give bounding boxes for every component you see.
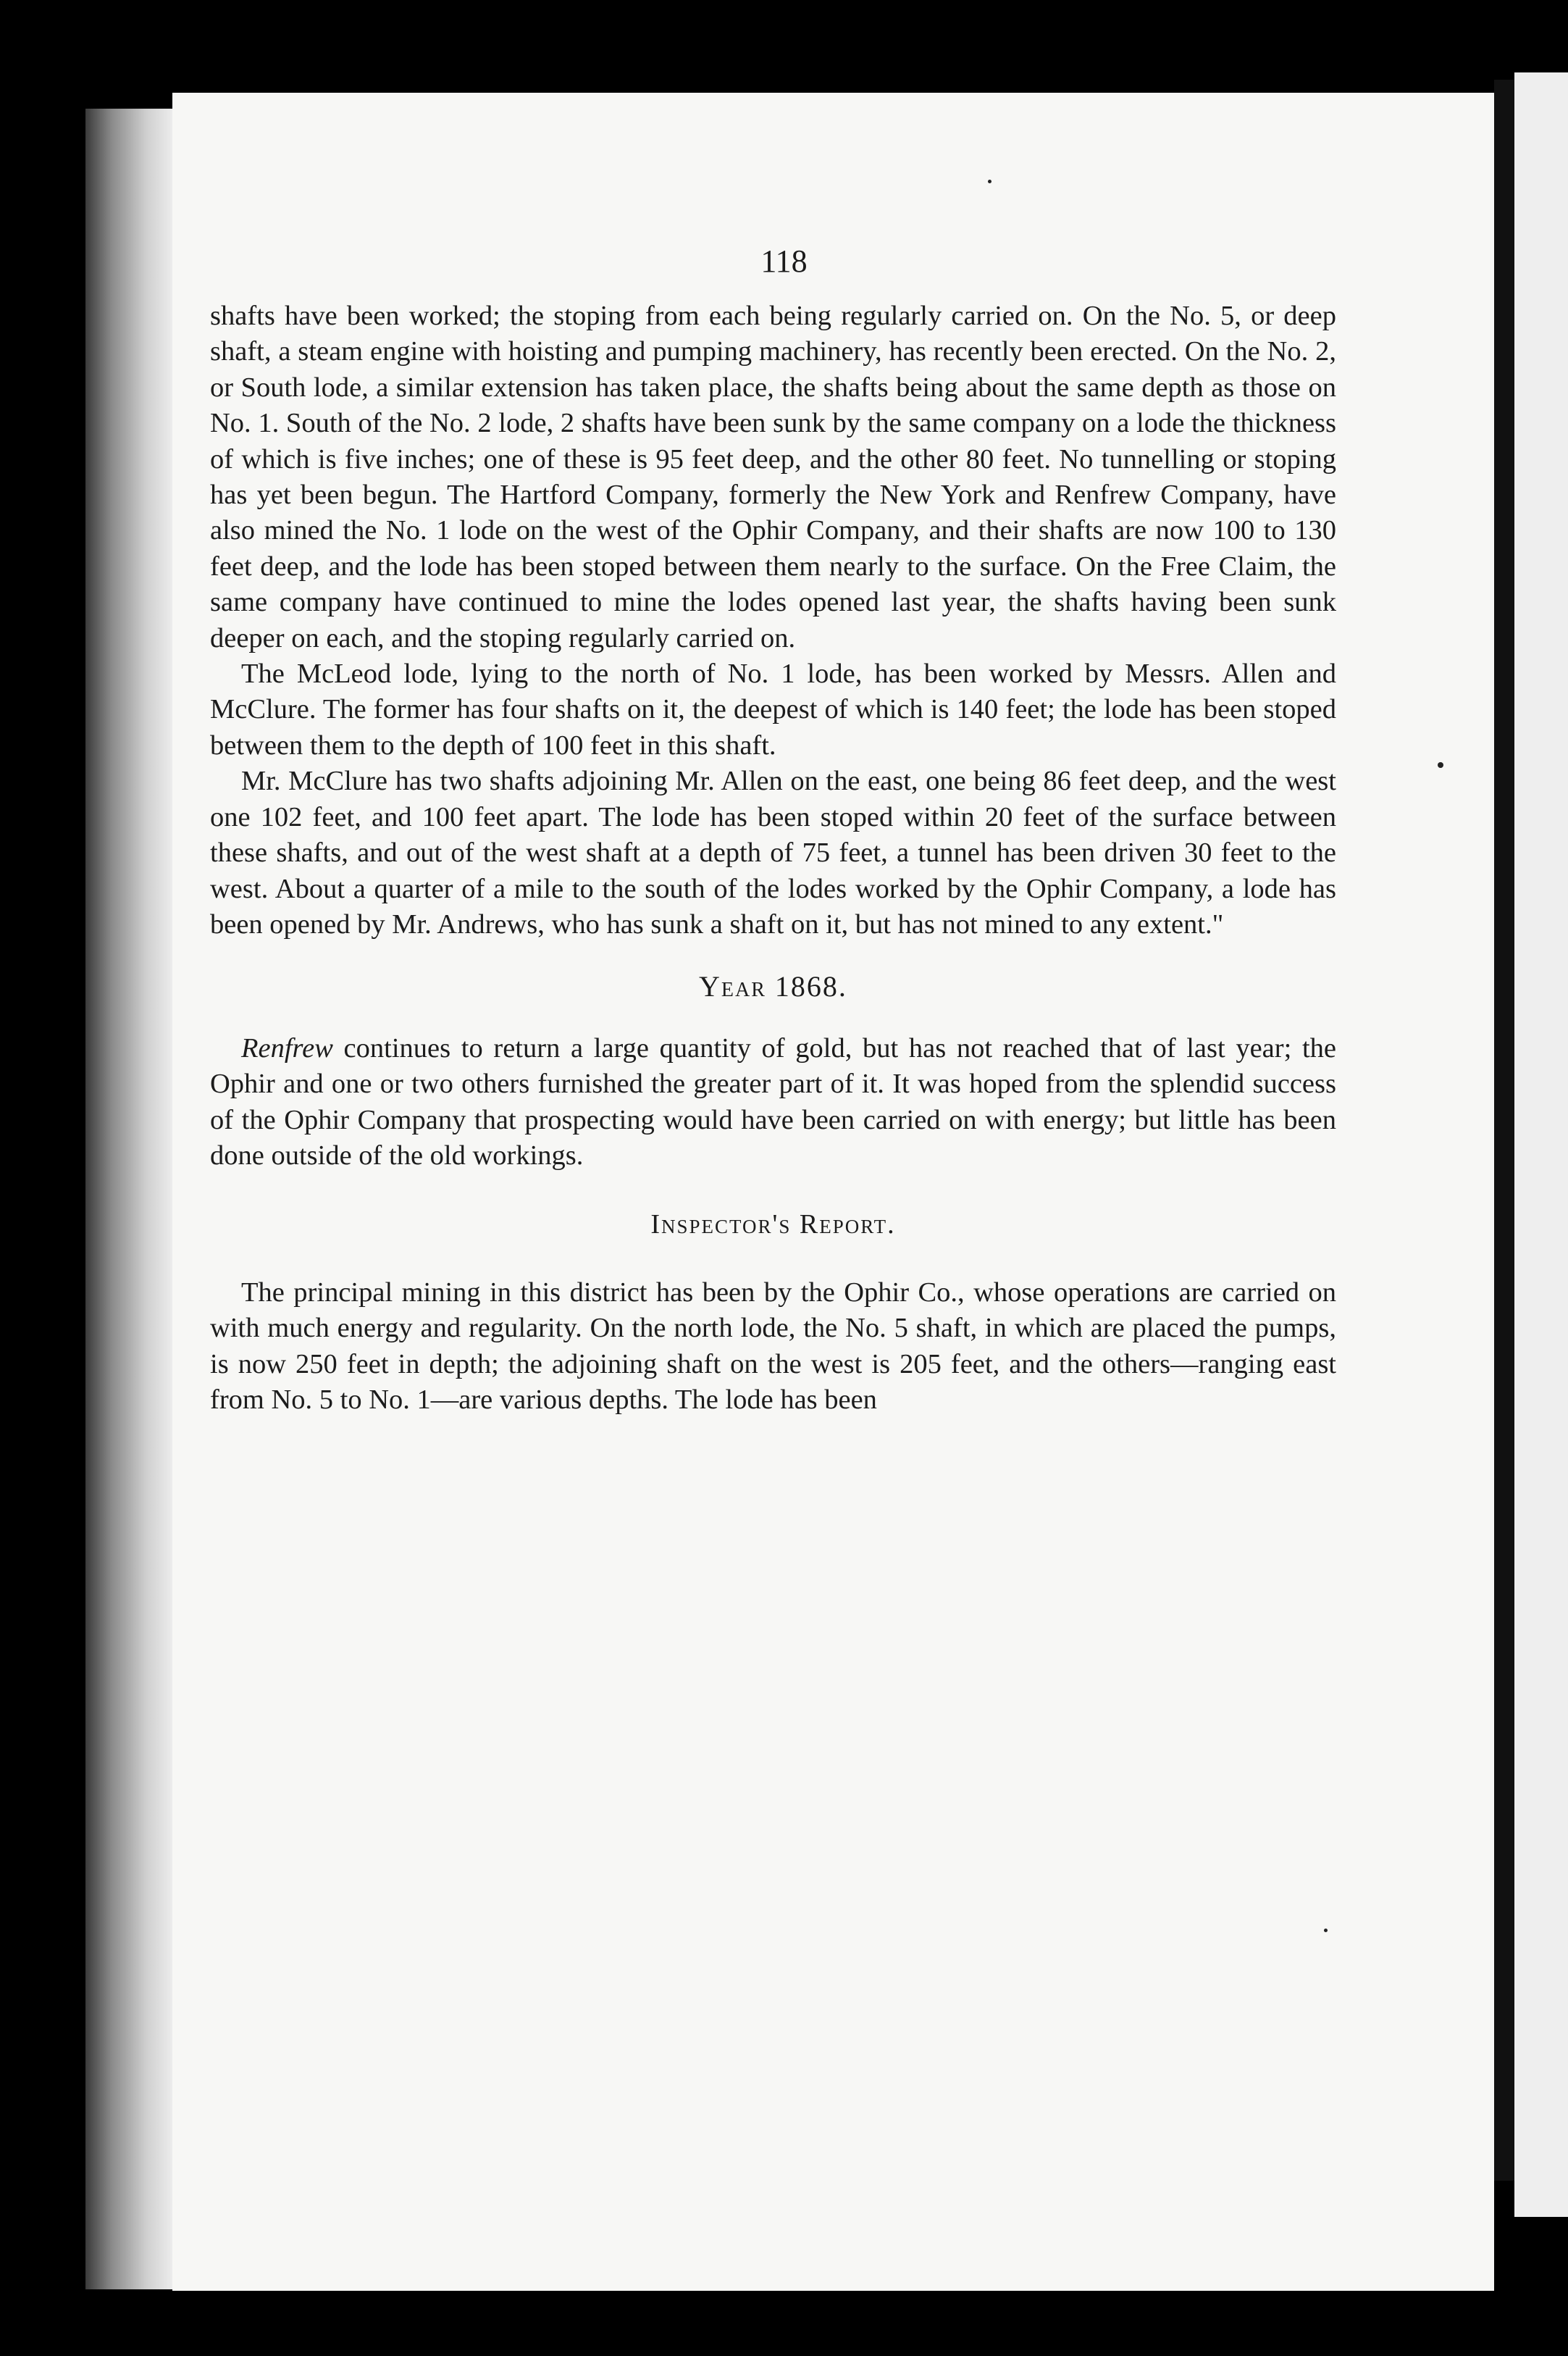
paragraph: The principal mining in this district has been by the Ophir Co., whose operations are carried on with much energy and regularity. On the north lode, the No. 5 shaft, in which are placed the pumps, is now 250 feet in depth; the adjoining shaft on the west is 205 feet, and the others—ranging east from No. 5 to No. 1—are various depths. The lode has been xyxy=(210,1277,1336,1415)
facing-page-edge xyxy=(1514,72,1568,2217)
scan-speck xyxy=(1324,1929,1328,1932)
paragraph-text: continues to return a large quantity of gold, but has not reached that of last year; the Ophir and one or two others furnished the greater part of it. It was hoped from the splendid success of the Ophir Company that prospecting would have been carried on with energy; but little has been done outside of the old workings. xyxy=(210,1032,1336,1171)
page-text xyxy=(210,298,1336,1418)
page-number: 118 xyxy=(760,243,808,279)
scan-speck xyxy=(1438,762,1443,768)
paragraph: Mr. McClure has two shafts adjoining Mr. Allen on the east, one being 86 feet deep, and the west one 102 feet, and 100 feet apart. The lode has been stoped within 20 feet of the surface between these shafts, and out of the west shaft at a depth of 75 feet, a tunnel has been driven 30 feet to the west. About a quarter of a mile to the south of the lodes worked by the Ophir Company, a lode has been opened by Mr. Andrews, who has sunk a shaft on it, but has not mined to any extent." xyxy=(210,766,1336,940)
scan-speck xyxy=(988,180,991,183)
italic-lead-word: Renfrew xyxy=(241,1032,333,1064)
binding-edge xyxy=(85,109,172,2289)
section-heading-report: Inspector's Report. xyxy=(650,1209,896,1240)
paragraph xyxy=(210,1031,1336,1174)
paragraph: The McLeod lode, lying to the north of No. 1 lode, has been worked by Messrs. Allen and McClure. The former has four shafts on it, the deepest of which is 140 feet; the lode has been stoped between them to the depth of 100 feet in this shaft. xyxy=(210,659,1336,761)
page-gutter xyxy=(1494,80,1514,2181)
section-heading-year: Year 1868. xyxy=(699,970,847,1003)
paragraph: shafts have been worked; the stoping from each being regularly carried on. On the No. 5, or deep shaft, a steam engine with hoisting and pumping machinery, has recently been erected. On the No. 2, or South lode, a similar extension has taken place, the shafts being about the same depth as those on No. 1. South of the No. 2 lode, 2 shafts have been sunk by the same company on a lode the thickness of which is five inches; one of these is 95 feet deep, and the other 80 feet. No tunnelling or stoping has yet been begun. The Hartford Company, formerly the New York and Renfrew Company, have also mined the No. 1 lode on the west of the Ophir Company, and their shafts are now 100 to 130 feet deep, and the lode has been stoped between them nearly to the surface. On the Free Claim, the same company have continued to mine the lodes opened last year, the shafts having been sunk deeper on each, and the stoping regularly carried on. xyxy=(210,301,1336,653)
